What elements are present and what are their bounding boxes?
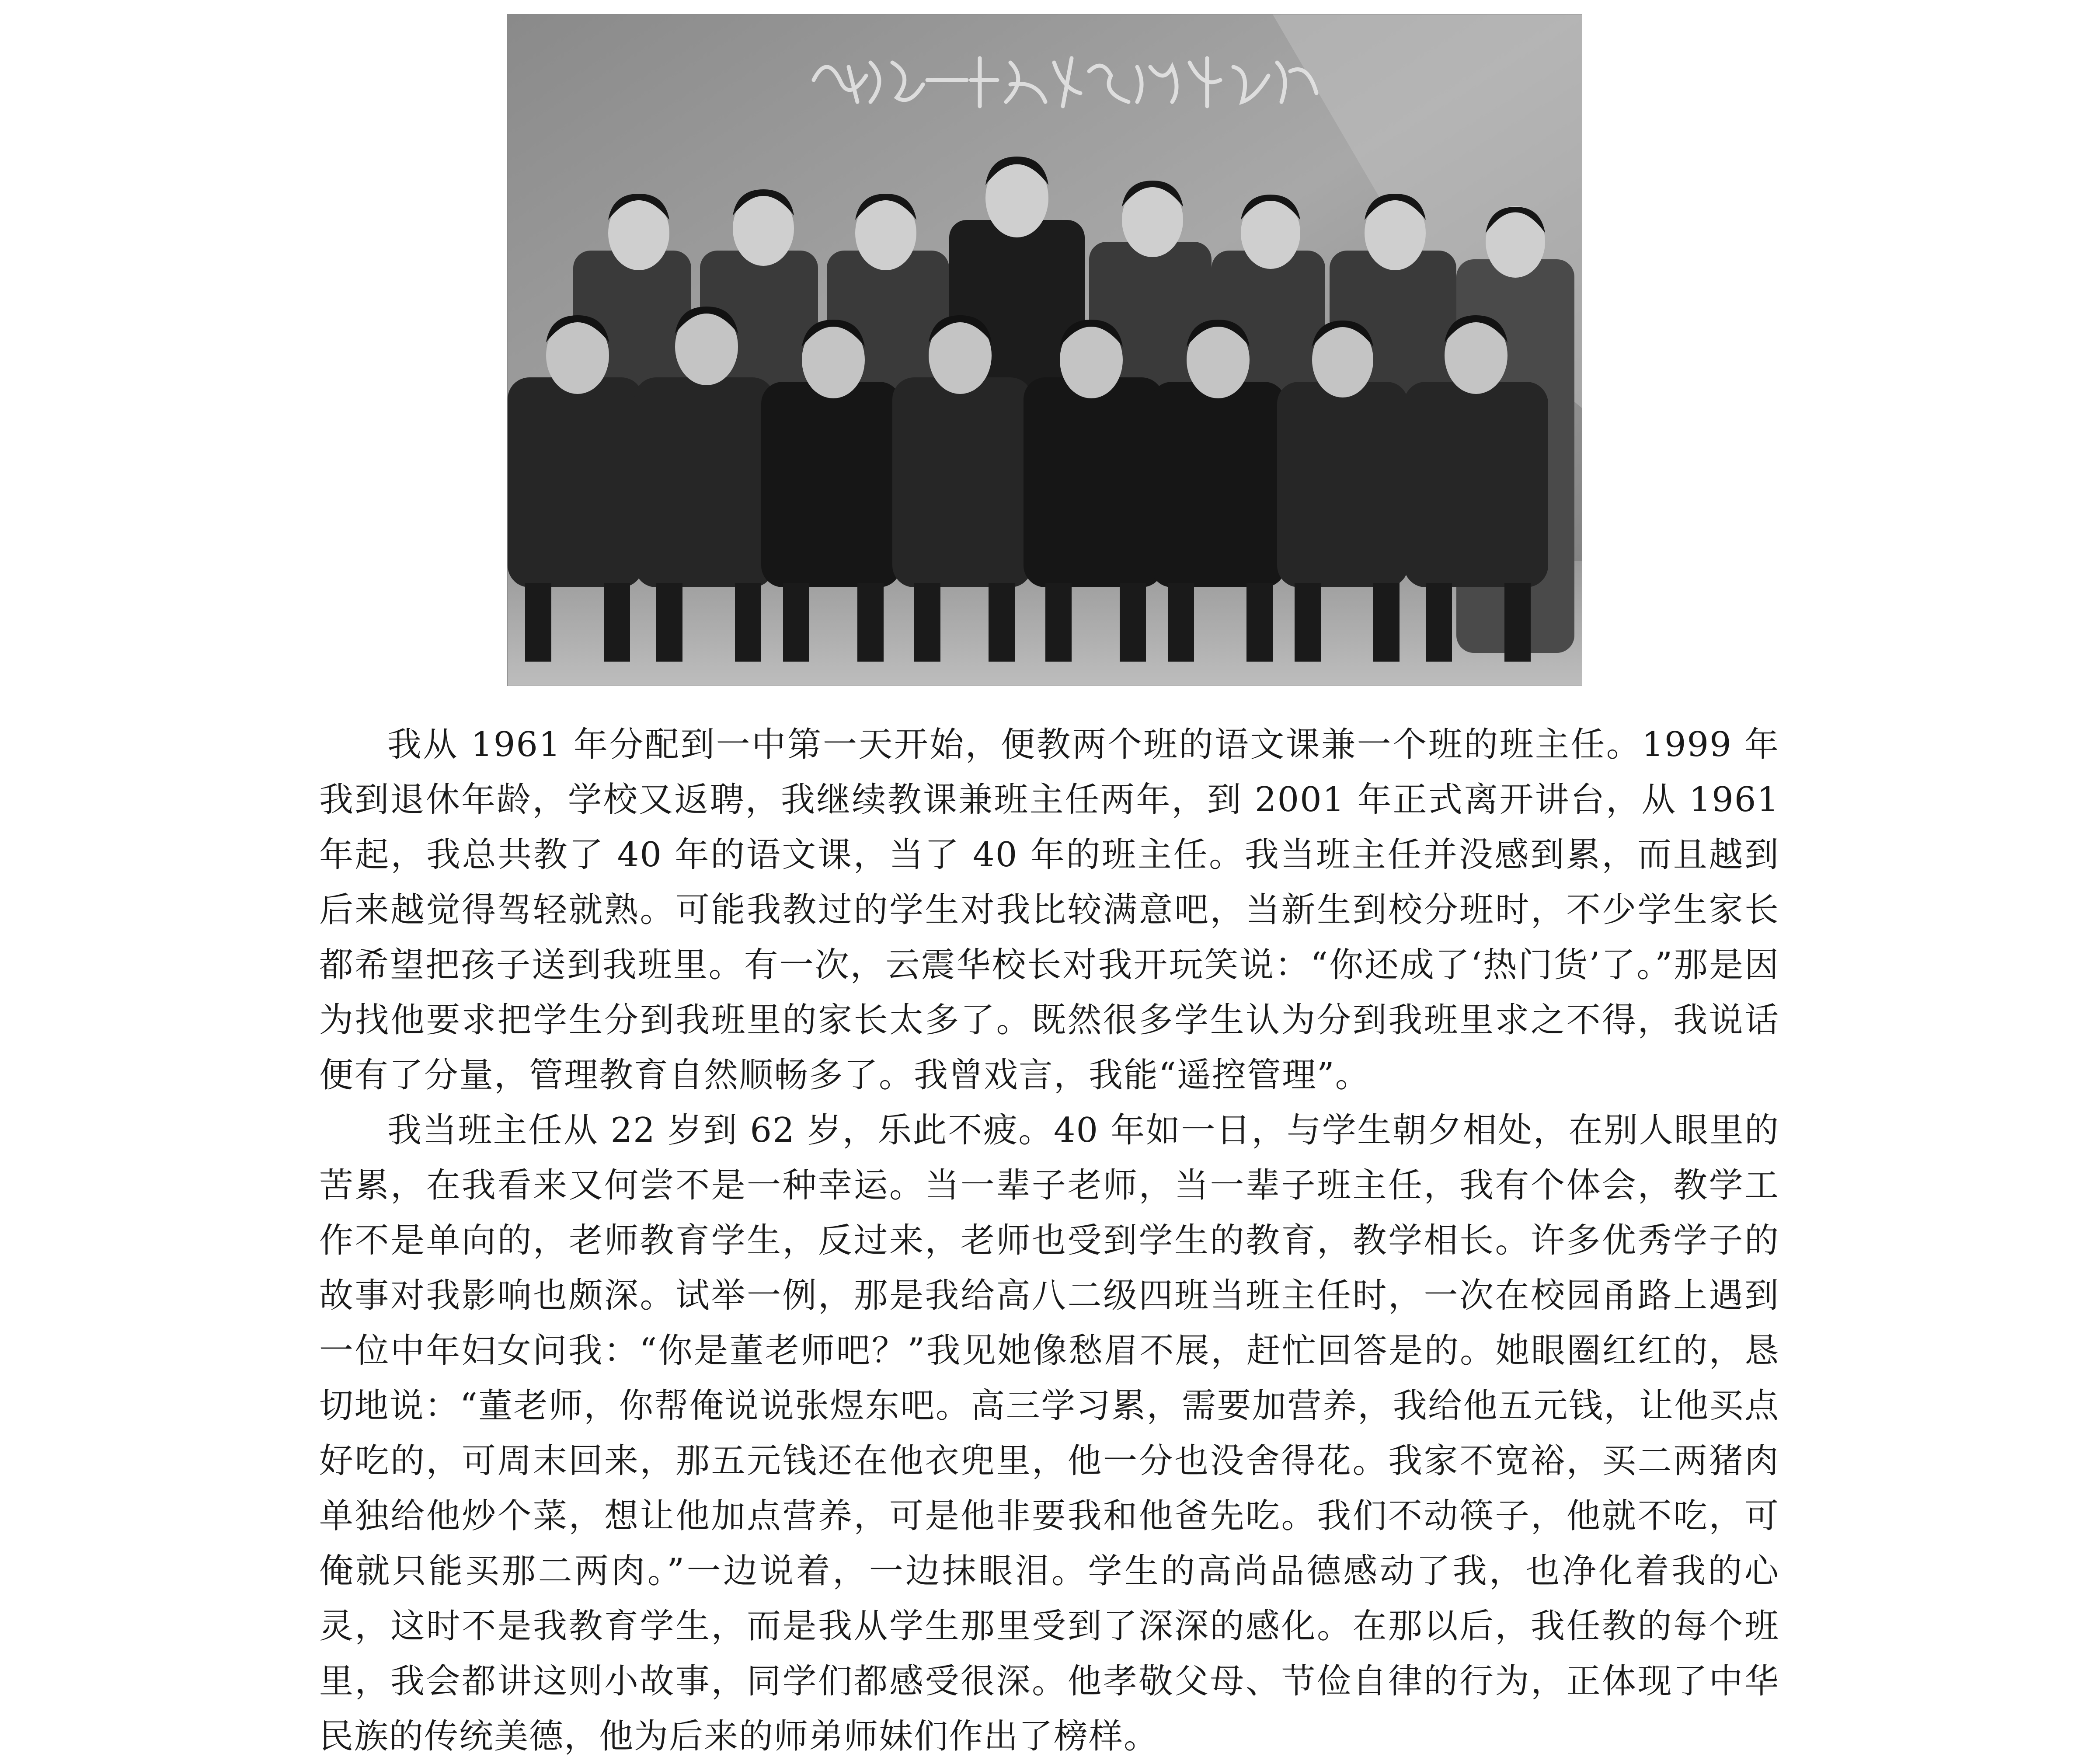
- group-photo: [508, 14, 1582, 686]
- paragraph-2: 我当班主任从 22 岁到 62 岁，乐此不疲。40 年如一日，与学生朝夕相处，在别人眼里的苦累，在我看来又何尝不是一种幸运。当一辈子老师，当一辈子班主任，我有个体会，教学工作不是单向的，老师教育学生，反过来，老师也受到学生的教育，教学相长。许多优秀学子的故事对我影响也颇深。试举一例，那是我给高八二级四班当班主任时，一次在校园甬路上遇到一位中年妇女问我：“你是董老师吧？”我见她像愁眉不展，赶忙回答是的。她眼圈红红的，恳切地说：“董老师，你帮俺说说张煜东吧。高三学习累，需要加营养，我给他五元钱，让他买点好吃的，可周末回来，那五元钱还在他衣兜里，他一分也没舍得花。我家不宽裕，买二两猪肉单独给他炒个菜，想让他加点营养，可是他非要我和他爸先吃。我们不动筷子，他就不吃，可俺就只能买那二两肉。”一边说着，一边抹眼泪。学生的高尚品德感动了我，也净化着我的心灵，这时不是我教育学生，而是我从学生那里受到了深深的感化。在那以后，我任教的每个班里，我会都讲这则小故事，同学们都感受很深。他孝敬父母、节俭自律的行为，正体现了中华民族的传统美德，他为后来的师弟师妹们作出了榜样。: [319, 1111, 1779, 1756]
- paragraph-1: 我从 1961 年分配到一中第一天开始，便教两个班的语文课兼一个班的班主任。1999 年我到退休年龄，学校又返聘，我继续教课兼班主任两年，到 2001 年正式离开讲台，从 1961 年起，我总共教了 40 年的语文课，当了 40 年的班主任。我当班主任并没感到累，而且越到后来越觉得驾轻就熟。可能我教过的学生对我比较满意吧，当新生到校分班时，不少学生家长都希望把孩子送到我班里。有一次，云震华校长对我开玩笑说：“你还成了‘热门货’了。”那是因为找他要求把学生分到我班里的家长太多了。既然很多学生认为分到我班里求之不得，我说话便有了分量，管理教育自然顺畅多了。我曾戏言，我能“遥控管理”。: [319, 725, 1779, 1095]
- article-text: [319, 717, 1779, 1764]
- group-photo-drawing: [508, 14, 1582, 686]
